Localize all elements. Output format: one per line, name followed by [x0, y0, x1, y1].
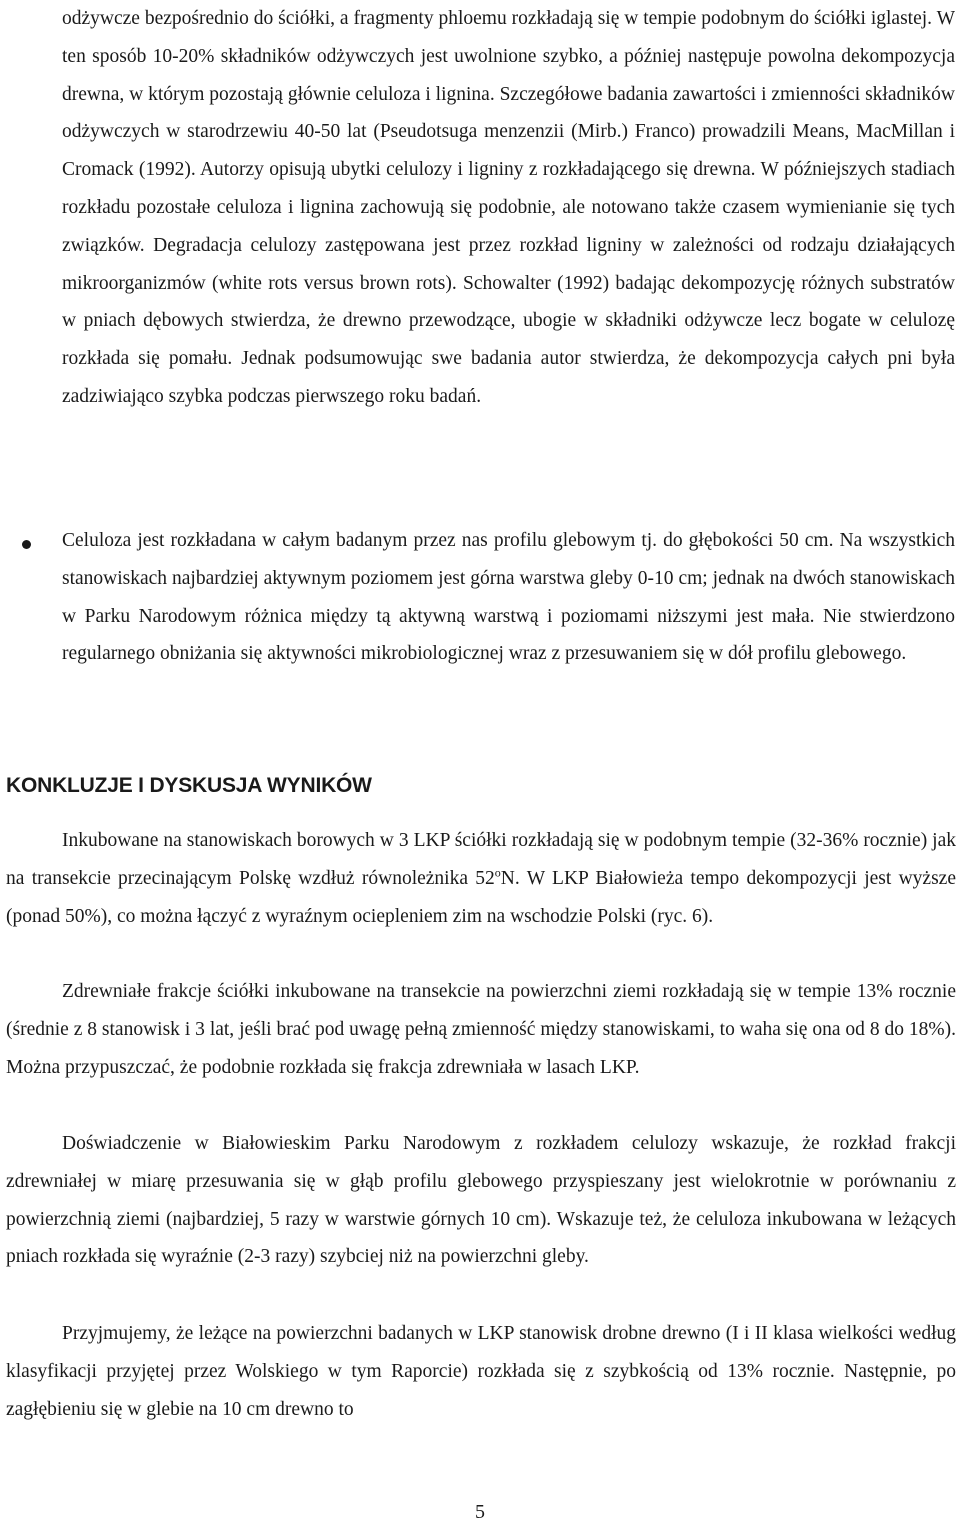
paragraph-1-text-b: N. W LKP Białowieża tempo dekompozycji jest wyższe (ponad 50%), co można łączyć z wyraźnym ociepleniem zim na wschodzie Polski (ryc. 6).	[6, 867, 956, 927]
paragraph-1-text-a: Inkubowane na stanowiskach borowych w 3 LKP ściółki rozkładają się w podobnym tempie (32-36% rocznie) jak na transekcie przecinającym Polskę wzdłuż równoleżnika 52	[6, 830, 956, 889]
bullet-paragraph: Celuloza jest rozkładana w całym badanym przez nas profilu glebowym tj. do głębokości 50 cm. Na wszystkich stanowiskach najbardziej aktywnym poziomem jest górna warstwa gleby 0-10 cm; jednak na dwóch stanowiskach w Parku Narodowym różnica między tą aktywną warstwą i poziomami niższymi jest mała. Nie stwierdzono regularnego obniżania się aktywności mikrobiologicznej wraz z przesuwaniem się w dół profilu glebowego.	[62, 530, 955, 665]
section-heading: KONKLUZJE I DYSKUSJA WYNIKÓW	[6, 774, 372, 797]
paragraph-3: Doświadczenie w Białowieskim Parku Narodowym z rozkładem celulozy wskazuje, że rozkład frakcji zdrewniałej w miarę przesuwania się w głąb profilu glebowego przyspieszany jest wielokrotnie w porównaniu z powierzchnią ziemi (najbardziej, 5 razy w warstwie górnych 10 cm). Wskazuje też, że celuloza inkubowana w leżących pniach rozkłada się wyraźnie (2-3 razy) szybciej niż na powierzchni gleby.	[6, 1133, 956, 1268]
degree-superscript: o	[494, 865, 501, 880]
bullet-icon	[22, 540, 31, 549]
paragraph-4: Przyjmujemy, że leżące na powierzchni badanych w LKP stanowisk drobne drewno (I i II klasa wielkości według klasyfikacji przyjętej przez Wolskiego w tym Raporcie) rozkłada się z szybkością od 13% rocznie. Następnie, po zagłębieniu się w glebie na 10 cm drewno to	[6, 1323, 956, 1420]
page-number: 5	[475, 1501, 485, 1523]
top-paragraph: odżywcze bezpośrednio do ściółki, a fragmenty phloemu rozkładają się w tempie podobnym do ściółki iglastej. W ten sposób 10-20% składników odżywczych jest uwolnione szybko, a później następuje powolna dekompozycja drewna, w którym pozostają głównie celuloza i lignina. Szczegółowe badania zawartości i zmienności składników odżywczych w starodrzewiu 40-50 lat (Pseudotsuga menzenzii (Mirb.) Franco) prowadzili Means, MacMillan i Cromack (1992). Autorzy opisują ubytki celulozy i ligniny z rozkładającego się drewna. W późniejszych stadiach rozkładu pozostałe celuloza i lignina zachowują się podobnie, ale notowano także czasem wymienianie się tych związków. Degradacja celulozy zastępowana jest przez rozkład ligniny w zależności od rodzaju działających mikroorganizmów (white rots versus brown rots). Schowalter (1992) badając dekompozycję różnych substratów w pniach dębowych stwierdza, że drewno przewodzące, ubogie w składniki odżywcze lecz bogate w celulozę rozkłada się pomału. Jednak podsumowując swe badania autor stwierdza, że dekompozycja całych pni była zadziwiająco szybka podczas pierwszego roku badań.	[62, 8, 955, 407]
paragraph-2: Zdrewniałe frakcje ściółki inkubowane na transekcie na powierzchni ziemi rozkładają się w tempie 13% rocznie (średnie z 8 stanowisk i 3 lat, jeśli brać pod uwagę pełną zmienność między stanowiskami, to waha się ona od 8 do 18%). Można przypuszczać, że podobnie rozkłada się frakcja zdrewniała w lasach LKP.	[6, 981, 956, 1078]
paragraph-1	[6, 822, 956, 935]
